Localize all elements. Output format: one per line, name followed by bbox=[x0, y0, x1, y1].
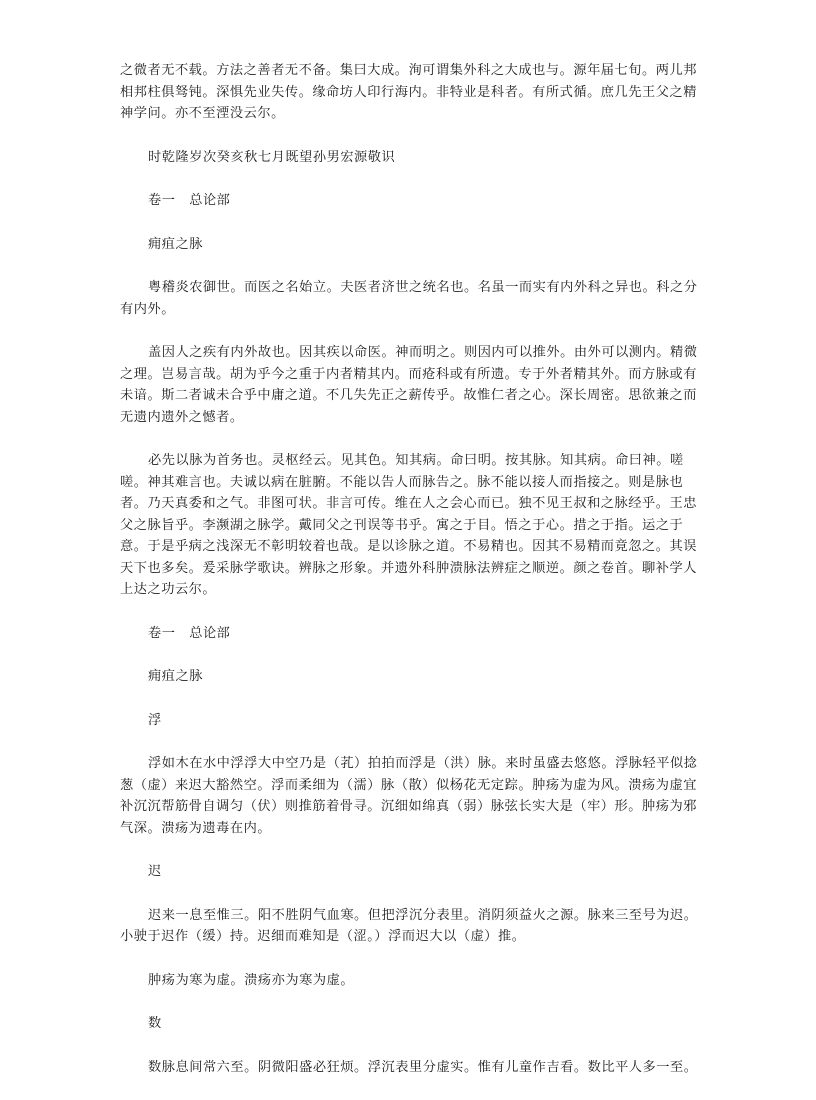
section-heading-pulse: 痈疽之脉 bbox=[148, 236, 203, 252]
pulse-heading-slow: 迟 bbox=[148, 864, 162, 879]
pulse-heading-rapid: 数 bbox=[148, 1016, 162, 1031]
section-heading-volume: 卷一 总论部 bbox=[148, 193, 231, 208]
paragraph-slow-pulse-note: 肿疡为寒为虚。溃疡亦为寒为虚。 bbox=[148, 972, 355, 988]
section-heading-pulse-repeat: 痈疽之脉 bbox=[148, 669, 203, 684]
paragraph-floating-pulse: 浮如木在水中浮浮大中空乃是（芤）拍拍而浮是（洪）脉。来时虽盛去悠悠。浮脉轻平似捻葱（虚）来迟大豁然空。浮而柔细为（濡）脉（散）似杨花无定踪。肿疡为虚为风。溃疡为虚宜补沉沉帮筋骨自调匀（伏）则推筋着骨寻。沉细如绵真（弱）脉弦长实大是（牢）形。肿疡为邪气深。溃疡为遗毒在内。 bbox=[120, 756, 698, 836]
document-page bbox=[120, 60, 698, 1100]
paragraph-pulse-first: 必先以脉为首务也。灵枢经云。见其色。知其病。命曰明。按其脉。知其病。命曰神。嗟嗟。神其难言也。夫诚以病在脏腑。不能以告人而脉告之。脉不能以接人而指接之。则是脉也者。乃天真委和之气。非图可状。非言可传。维在人之会心而已。独不见王叔和之脉经乎。王忠父之脉旨乎。李濒湖之脉学。戴同父之刊误等书乎。寓之于目。悟之于心。措之于指。运之于意。于是乎病之浅深无不彰明较着也哉。是以诊脉之道。不易精也。因其不易精而竟忽之。其误天下也多矣。爰采脉学歌诀。辨脉之形象。并遗外科肿溃脉法辨症之顺逆。颜之卷首。聊补学人上达之功云尔。 bbox=[120, 453, 697, 597]
pulse-heading-floating: 浮 bbox=[148, 712, 162, 728]
paragraph-intro-medicine: 粤稽炎农御世。而医之名始立。夫医者济世之统名也。名虽一而实有内外科之异也。科之分有内外。 bbox=[120, 280, 698, 317]
paragraph-preface-end: 之微者无不载。方法之善者无不备。集曰大成。洵可谓集外科之大成也与。源年届七旬。两儿邦相邦柱俱驽钝。深惧先业失传。缘命坊人印行海内。非特业是科者。有所式循。庶几先王父之精神学问。亦不至湮没云尔。 bbox=[120, 63, 697, 121]
paragraph-rapid-pulse: 数脉息间常六至。阴微阳盛必狂烦。浮沉表里分虚实。惟有儿童作吉看。数比平人多一至。 bbox=[148, 1059, 698, 1075]
paragraph-inner-outer: 盖因人之疾有内外故也。因其疾以命医。神而明之。则因内可以推外。由外可以测内。精微之理。岂易言哉。胡为乎今之重于内者精其内。而疮科或有所遗。专于外者精其外。而方脉或有未谙。斯二者诚未合乎中庸之道。不几失先正之薪传乎。故惟仁者之心。深长周密。思欲兼之而无遗内遗外之憾者。 bbox=[120, 345, 698, 425]
paragraph-signature: 时乾隆岁次癸亥秋七月既望孙男宏源敬识 bbox=[148, 149, 396, 165]
paragraph-slow-pulse: 迟来一息至惟三。阳不胜阴气血寒。但把浮沉分表里。消阴须益火之源。脉来三至号为迟。小驶于迟作（缓）持。迟细而难知是（涩。）浮而迟大以（虚）推。 bbox=[120, 907, 698, 944]
section-heading-volume-repeat: 卷一 总论部 bbox=[148, 625, 231, 641]
